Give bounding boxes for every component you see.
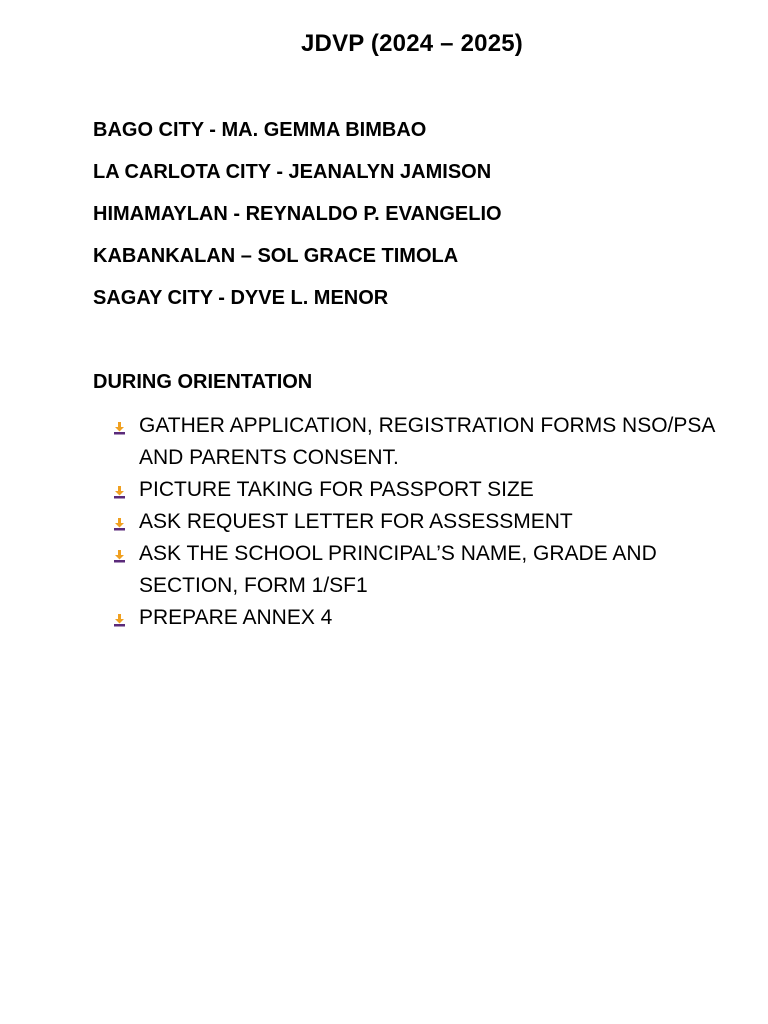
task-item	[93, 538, 733, 602]
task-text: PREPARE ANNEX 4	[139, 606, 333, 629]
down-arrow-bullet-icon	[113, 485, 127, 499]
task-item	[93, 602, 733, 634]
down-arrow-bullet-icon	[113, 549, 127, 563]
task-item	[93, 410, 733, 474]
orientation-heading: DURING ORIENTATION	[93, 371, 313, 393]
down-arrow-bullet-icon	[113, 613, 127, 627]
task-text: PICTURE TAKING FOR PASSPORT SIZE	[139, 478, 534, 501]
assignment-list	[93, 118, 502, 328]
page-title: JDVP (2024 – 2025)	[301, 30, 523, 57]
task-text: GATHER APPLICATION, REGISTRATION FORMS NSO/PSA AND PARENTS CONSENT.	[139, 414, 715, 469]
down-arrow-bullet-icon	[113, 517, 127, 531]
assignment-item: HIMAMAYLAN - REYNALDO P. EVANGELIO	[93, 203, 502, 225]
task-text: ASK REQUEST LETTER FOR ASSESSMENT	[139, 510, 573, 533]
task-item	[93, 506, 733, 538]
assignment-item: BAGO CITY - MA. GEMMA BIMBAO	[93, 119, 427, 141]
assignment-item: LA CARLOTA CITY - JEANALYN JAMISON	[93, 161, 492, 183]
down-arrow-bullet-icon	[113, 421, 127, 435]
task-item	[93, 474, 733, 506]
task-text: ASK THE SCHOOL PRINCIPAL’S NAME, GRADE AND SECTION, FORM 1/SF1	[139, 542, 657, 597]
orientation-task-list	[93, 410, 733, 634]
assignment-item: KABANKALAN – SOL GRACE TIMOLA	[93, 245, 459, 267]
assignment-item: SAGAY CITY - DYVE L. MENOR	[93, 287, 389, 309]
